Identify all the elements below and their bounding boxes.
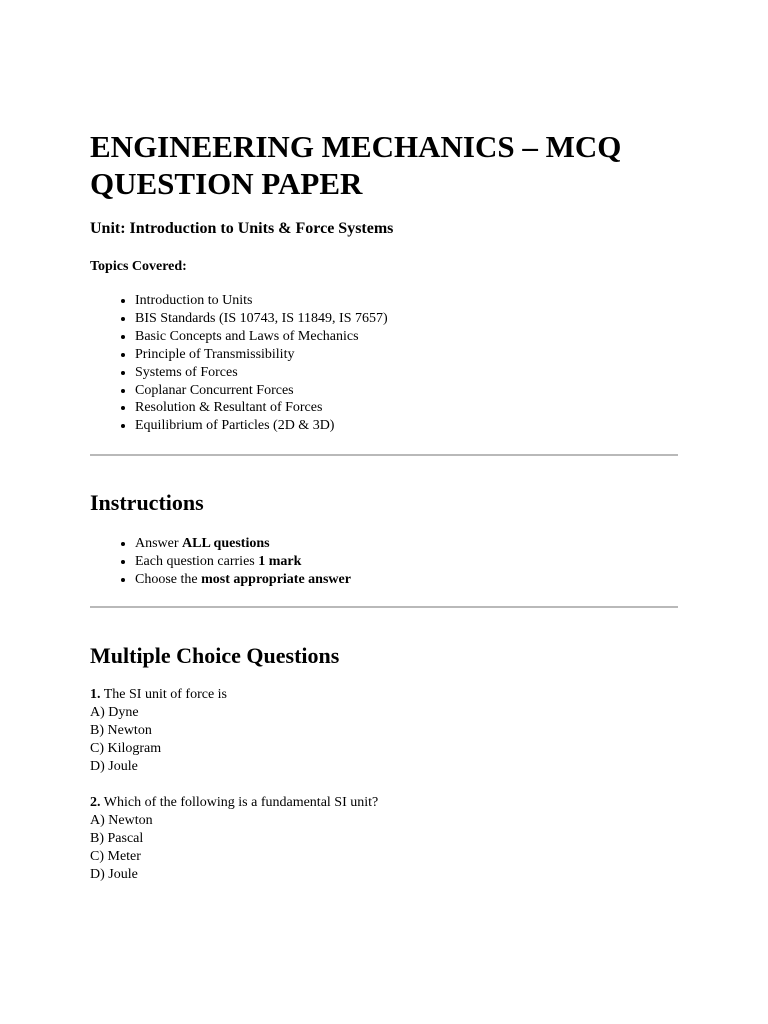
instruction-text: Each question carries <box>135 553 259 569</box>
topic-item: • Basic Concepts and Laws of Mechanics <box>135 328 388 346</box>
topic-item: • Equilibrium of Particles (2D & 3D) <box>135 417 388 435</box>
instruction-text: Answer <box>135 536 183 551</box>
instruction-emphasis: most appropriate answer <box>201 571 351 587</box>
topic-item: • BIS Standards (IS 10743, IS 11849, IS 7657) <box>135 310 388 328</box>
question-number: 1. <box>90 687 101 702</box>
question-text: The SI unit of force is <box>100 687 227 702</box>
instruction-text: Choose the <box>135 571 202 587</box>
instructions-list <box>90 535 351 589</box>
section-divider <box>90 454 678 456</box>
question-stem <box>90 686 227 704</box>
answer-option: A) Newton <box>90 812 153 828</box>
answer-option: C) Meter <box>90 848 141 864</box>
topics-heading: Topics Covered: <box>90 259 187 274</box>
question-stem <box>90 794 378 812</box>
instruction-emphasis: 1 mark <box>258 553 302 569</box>
answer-option: D) Joule <box>90 866 138 882</box>
question-number: 2. <box>90 795 101 810</box>
topic-item: • Coplanar Concurrent Forces <box>135 382 388 400</box>
document-title: ENGINEERING MECHANICS – MCQ QUESTION PAPER <box>90 129 622 201</box>
instructions-heading: Instructions <box>90 490 204 515</box>
instruction-item <box>135 535 351 553</box>
instruction-item <box>135 553 351 571</box>
topic-item: • Systems of Forces <box>135 364 388 382</box>
question-block <box>90 794 378 884</box>
topic-item: • Introduction to Units <box>135 292 388 310</box>
topic-item: • Principle of Transmissibility <box>135 346 388 364</box>
section-divider <box>90 606 678 608</box>
instruction-emphasis: ALL questions <box>182 536 270 551</box>
question-block <box>90 686 227 776</box>
topics-list <box>90 292 388 435</box>
instruction-item <box>135 571 351 589</box>
topic-item: • Resolution & Resultant of Forces <box>135 399 388 417</box>
question-text: Which of the following is a fundamental SI unit? <box>100 795 379 810</box>
unit-subtitle: Unit: Introduction to Units & Force Systems <box>90 220 394 237</box>
answer-option: D) Joule <box>90 758 138 774</box>
mcq-heading: Multiple Choice Questions <box>90 643 340 668</box>
answer-option: B) Pascal <box>90 830 144 846</box>
answer-option: C) Kilogram <box>90 740 162 756</box>
answer-option: B) Newton <box>90 722 152 738</box>
answer-option: A) Dyne <box>90 704 139 720</box>
